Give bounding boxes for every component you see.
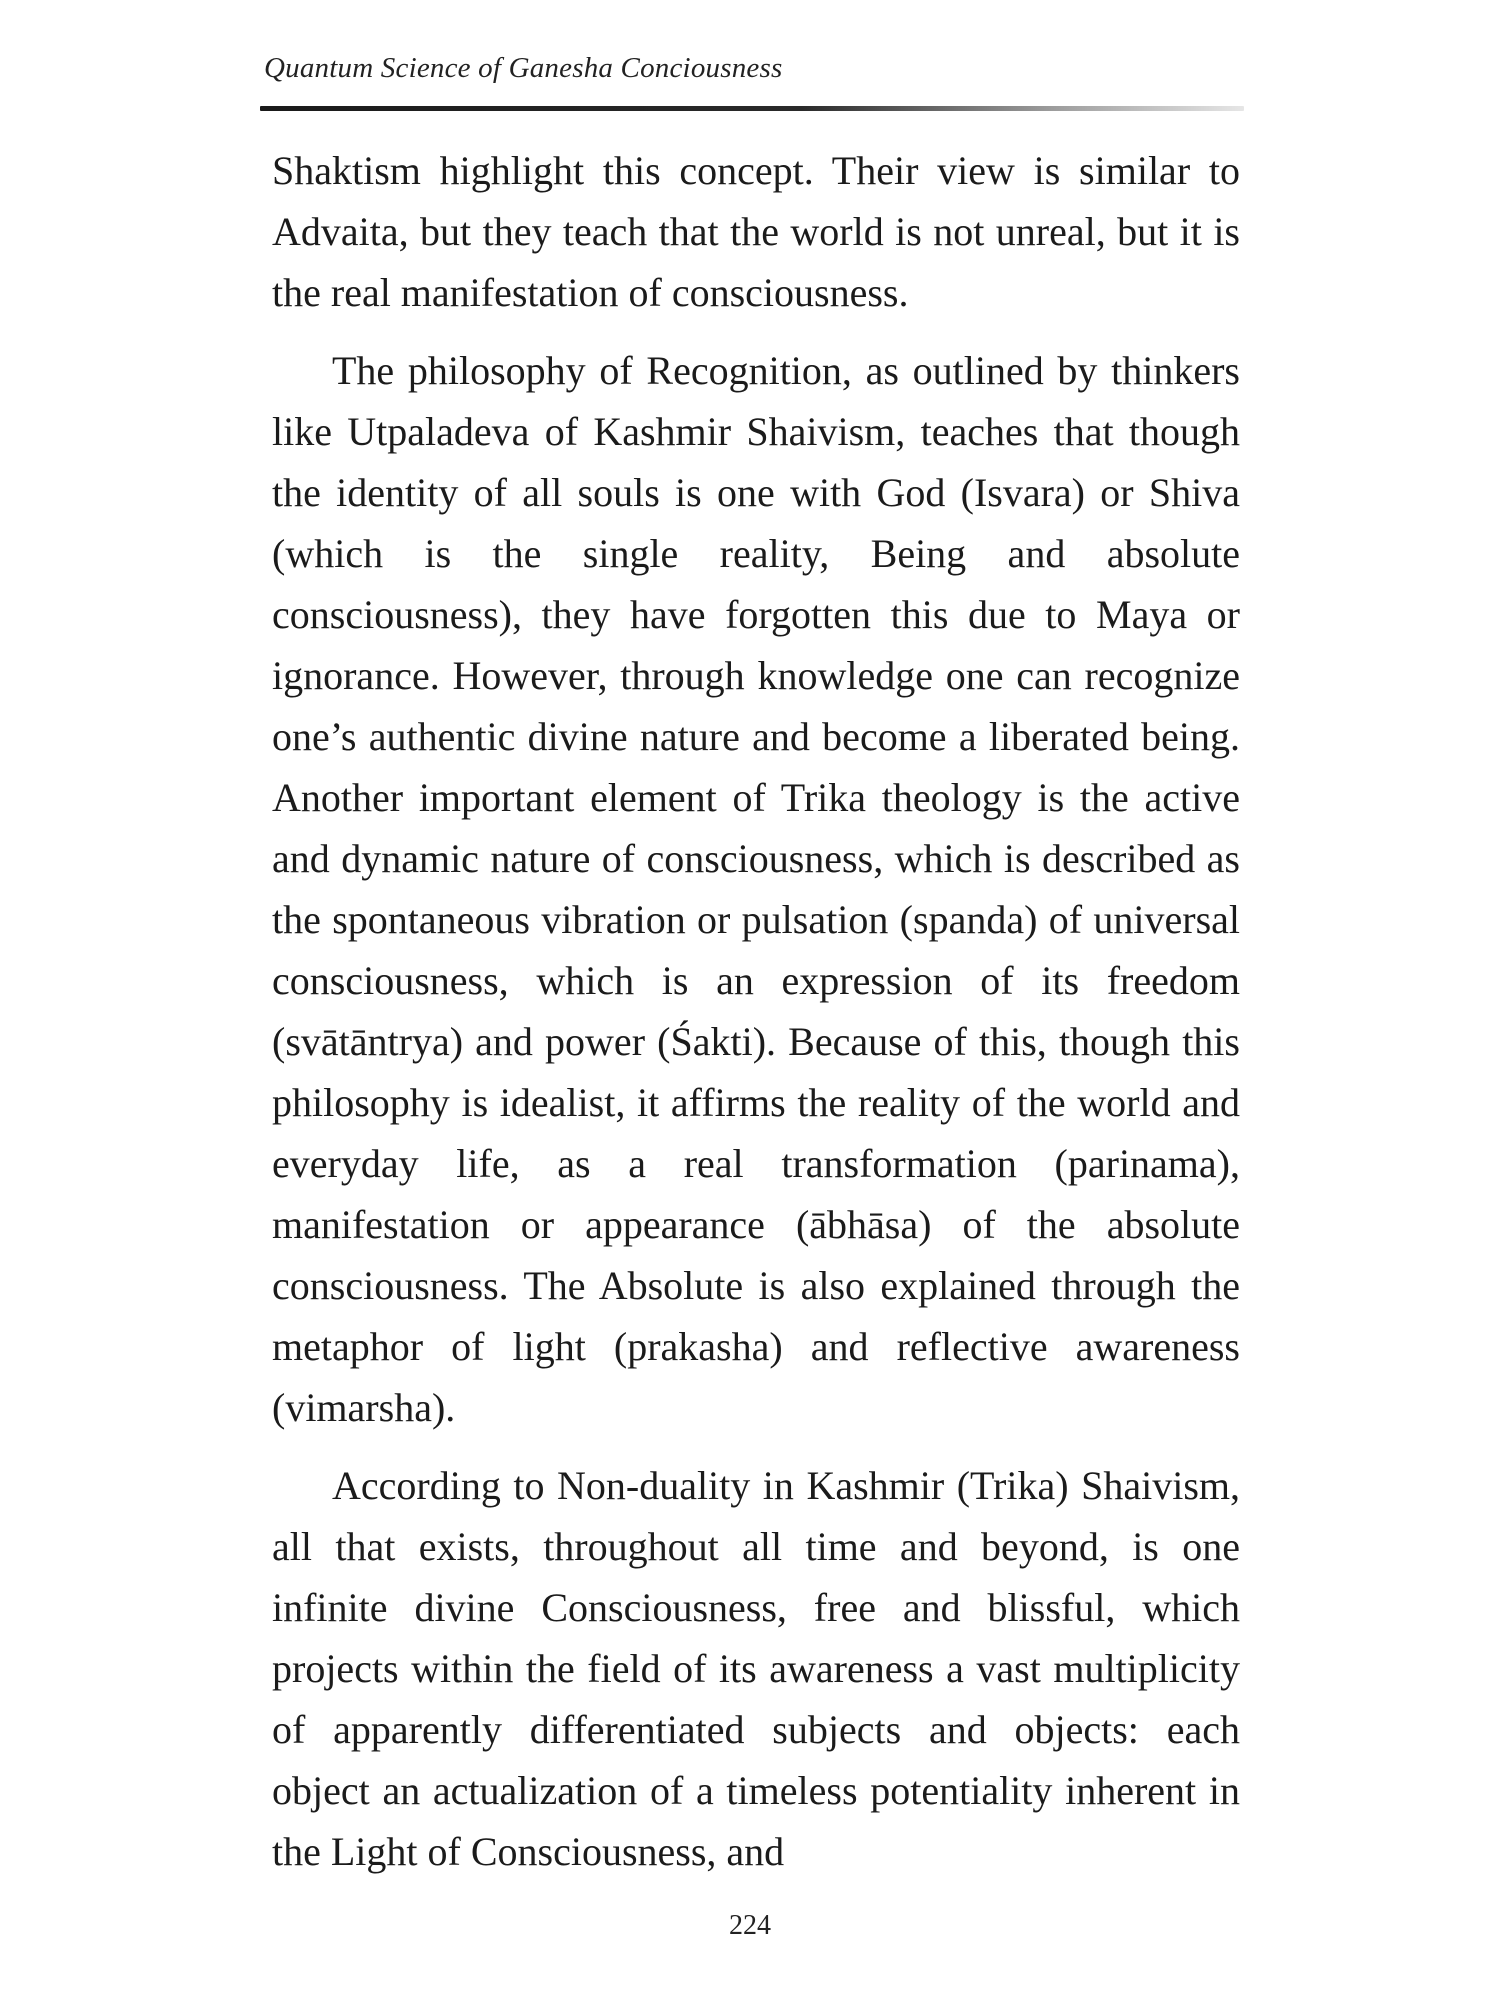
- paragraph-philosophy-of-recognition: The philosophy of Recognition, as outlined by thinkers like Utpaladeva of Kashmir Shaivism, teaches that though the identity of all souls is one with God (Isvara) or Shiva (which is the single reality, Being and absolute consciousness), they have forgotten this due to Maya or ignorance. However, through knowledge one can recognize one’s authentic divine nature and become a liberated being. Another important element of Trika theology is the active and dynamic nature of consciousness, which is described as the spontaneous vibration or pulsation (spanda) of universal consciousness, which is an expression of its freedom (svātāntrya) and power (Śakti). Because of this, though this philosophy is idealist, it affirms the reality of the world and everyday life, as a real transformation (parinama), manifestation or appearance (ābhāsa) of the absolute consciousness. The Absolute is also explained through the metaphor of light (prakasha) and reflective awareness (vimarsha).: [272, 348, 1240, 1430]
- header-rule: [260, 106, 1244, 111]
- running-head: Quantum Science of Ganesha Conciousness: [264, 52, 783, 84]
- paragraph-non-duality-trika: According to Non-duality in Kashmir (Trika) Shaivism, all that exists, throughout all time and beyond, is one infinite divine Consciousness, free and blissful, which projects within the field of its awareness a vast multiplicity of apparently differentiated subjects and objects: each object an actualization of a timeless potentiality inherent in the Light of Consciousness, and: [272, 1463, 1240, 1874]
- page-number: 224: [729, 1910, 771, 1941]
- body-text: [272, 140, 1240, 1882]
- paragraph-shaktism-continued: Shaktism highlight this concept. Their view is similar to Advaita, but they teach that the world is not unreal, but it is the real manifestation of consciousness.: [272, 148, 1240, 315]
